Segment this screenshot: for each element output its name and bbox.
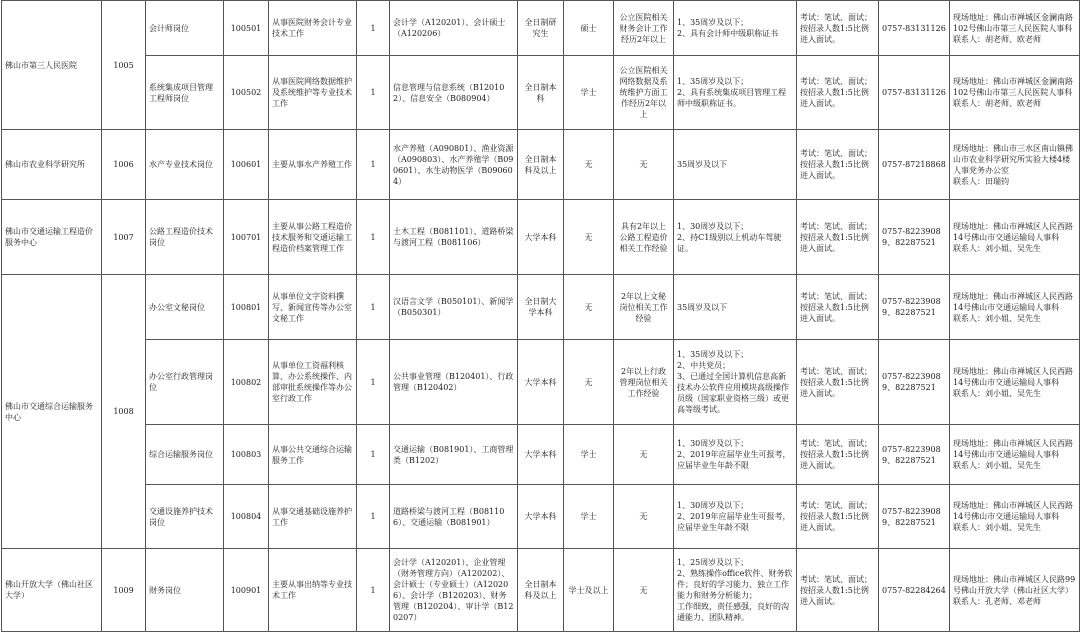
position-name-cell: [146, 275, 224, 340]
count-value: 1: [370, 450, 376, 459]
unit-name-cell: [2, 200, 102, 275]
experience-text: 无: [639, 512, 648, 521]
count-value: 1: [370, 512, 376, 521]
address-text: 现场地址：佛山市禅城区人民西路14号佛山市交通运输局人事科 联系人：刘小姐、吴先生: [953, 439, 1073, 470]
major-text: 信息管理与信息系统（B120102）、信息安全（B080904）: [393, 82, 505, 103]
position-name-cell: [146, 200, 224, 275]
degree-cell: [564, 340, 614, 425]
other-requirements-text: 35周岁及以下: [677, 302, 728, 312]
other-requirements-text: 1、35周岁及以下； 2、具有会计师中级职称证书: [677, 18, 779, 38]
phone-cell: [879, 340, 950, 425]
phone-text: 0757-82239089、82287521: [882, 444, 941, 465]
other-requirements-text: 1、30周岁及以下； 2、持C1级别以上机动车驾驶证。: [677, 221, 782, 253]
position-code: 100601: [230, 160, 262, 169]
exam-method-cell: [797, 549, 879, 632]
unit-name-cell: [2, 1, 102, 130]
education-text: 全日制研究生: [524, 18, 557, 38]
other-requirements-cell: [674, 275, 797, 340]
other-requirements-text: 1、30周岁及以下； 2、2019年应届毕业生可报考，应届毕业生年龄不限: [677, 501, 791, 532]
count-cell: [357, 340, 390, 425]
major-cell: [390, 200, 518, 275]
degree-cell: [564, 200, 614, 275]
address-cell: [950, 340, 1080, 425]
education-cell: [518, 200, 564, 275]
count-cell: [357, 1, 390, 56]
major-text: 会计学（A120201）、会计硕士（A120206）: [393, 18, 506, 38]
position-name: 水产专业技术岗位: [149, 160, 213, 169]
position-code-cell: [224, 549, 269, 632]
other-requirements-cell: [674, 425, 797, 485]
other-requirements-cell: [674, 340, 797, 425]
exam-method-cell: [797, 425, 879, 485]
position-code: 100803: [230, 450, 262, 459]
unit-code-cell: [102, 549, 146, 632]
major-cell: [390, 130, 518, 200]
exam-method-cell: [797, 1, 879, 56]
exam-method-cell: [797, 275, 879, 340]
address-text: 现场地址：佛山市三水区南山镇佛山市农业科学研究所实验大楼4楼人事党务办公室 联系人：田瑞钧: [953, 143, 1073, 186]
position-code: 100901: [230, 585, 262, 595]
education-cell: [518, 340, 564, 425]
degree-cell: [564, 1, 614, 56]
degree-cell: [564, 56, 614, 130]
education-text: 大学本科: [524, 377, 557, 387]
position-code-cell: [224, 56, 269, 130]
duty-cell: [269, 275, 357, 340]
position-name: 会计师岗位: [149, 23, 189, 33]
unit-code: 1006: [113, 160, 134, 169]
count-cell: [357, 425, 390, 485]
experience-cell: [614, 340, 674, 425]
experience-text: 具有2年以上公路工程造价相关工作经验: [619, 221, 668, 253]
position-name-cell: [146, 425, 224, 485]
duty-cell: [269, 425, 357, 485]
experience-cell: [614, 425, 674, 485]
address-text: 现场地址：佛山市禅城区人民西路14号佛山市交通运输局人事科 联系人：刘小姐、吴先生: [953, 501, 1073, 532]
unit-code: 1008: [113, 407, 134, 416]
count-cell: [357, 200, 390, 275]
education-cell: [518, 485, 564, 549]
count-value: 1: [370, 302, 376, 312]
other-requirements-text: 1、30周岁及以下； 2、2019年应届毕业生可报考，应届毕业生年龄不限: [677, 439, 791, 470]
education-cell: [518, 130, 564, 200]
education-text: 大学本科: [524, 512, 557, 521]
major-cell: [390, 1, 518, 56]
position-code-cell: [224, 200, 269, 275]
position-name-cell: [146, 549, 224, 632]
exam-method-text: 考试：笔试、面试；按招录人数1:5比例进入面试。: [800, 574, 872, 606]
phone-cell: [879, 130, 950, 200]
education-cell: [518, 549, 564, 632]
count-value: 1: [370, 88, 376, 97]
duty-cell: [269, 200, 357, 275]
degree-text: 学士: [580, 88, 597, 97]
address-cell: [950, 275, 1080, 340]
exam-method-cell: [797, 340, 879, 425]
address-text: 现场地址：佛山市禅城区人民西路14号佛山市交通运输局人事科 联系人：刘小姐、吴先生: [953, 291, 1073, 323]
experience-cell: [614, 549, 674, 632]
phone-cell: [879, 549, 950, 632]
count-value: 1: [370, 377, 376, 387]
experience-text: 2年以上行政管理岗位相关工作经验: [619, 366, 668, 398]
address-cell: [950, 200, 1080, 275]
duty-cell: [269, 340, 357, 425]
phone-cell: [879, 1, 950, 56]
degree-text: 无: [584, 160, 593, 169]
exam-method-text: 考试：笔试、面试；按招录人数1:5比例进入面试。: [800, 501, 872, 532]
phone-text: 0757-82239089、82287521: [882, 297, 941, 317]
count-value: 1: [370, 232, 376, 242]
duty-cell: [269, 549, 357, 632]
exam-method-cell: [797, 56, 879, 130]
exam-method-text: 考试：笔试、面试；按招录人数1:5比例进入面试。: [800, 149, 872, 180]
degree-cell: [564, 485, 614, 549]
position-code: 100501: [230, 23, 262, 33]
unit-code: 1009: [113, 585, 134, 595]
position-name-cell: [146, 1, 224, 56]
major-cell: [390, 340, 518, 425]
major-text: 会计学（A120201）、企业管理（财务管理方向）（A120202）、会计硕士（专业硕士）（A120206）、会计学（B120203）、财务管理（B120204）、审计学（B120207）: [393, 558, 514, 622]
degree-text: 无: [584, 232, 593, 242]
address-text: 现场地址：佛山市禅城区金澜南路102号佛山市第三人民医院人事科 联系人：胡老师、欧老师: [953, 77, 1073, 108]
address-cell: [950, 549, 1080, 632]
unit-name: 佛山市第三人民医院: [5, 60, 77, 70]
degree-text: 硕士: [580, 23, 597, 33]
other-requirements-cell: [674, 485, 797, 549]
count-value: 1: [370, 585, 376, 595]
phone-text: 0757-87218868: [882, 160, 946, 169]
degree-text: 学士及以上: [568, 585, 609, 595]
phone-cell: [879, 200, 950, 275]
address-cell: [950, 1, 1080, 56]
unit-name: 佛山市农业科学研究所: [5, 160, 85, 169]
address-cell: [950, 130, 1080, 200]
major-text: 交通运输（B081901）、工商管理类（B1202）: [393, 444, 514, 465]
unit-name-cell: [2, 130, 102, 200]
other-requirements-text: 1、25周岁及以下； 2、熟练操作office软件、财务软件；良好的学习能力、独立工作能力和财务分析能力； 工作细致，责任感强，良好的沟通能力、团队精神。: [677, 558, 793, 622]
education-cell: [518, 1, 564, 56]
other-requirements-cell: [674, 56, 797, 130]
major-cell: [390, 485, 518, 549]
other-requirements-cell: [674, 549, 797, 632]
position-code-cell: [224, 425, 269, 485]
unit-code-cell: [102, 130, 146, 200]
major-text: 公共事业管理（B120401）、行政管理（B120402）: [393, 372, 514, 392]
count-cell: [357, 56, 390, 130]
major-cell: [390, 56, 518, 130]
major-cell: [390, 549, 518, 632]
experience-cell: [614, 275, 674, 340]
exam-method-text: 考试：笔试、面试；按招录人数1:5比例进入面试。: [800, 291, 872, 323]
table-row: [2, 549, 1080, 632]
position-name: 办公室文秘岗位: [149, 302, 205, 312]
phone-cell: [879, 485, 950, 549]
position-code: 100701: [230, 232, 262, 242]
major-text: 水产养殖（A090801）、渔业资源（A090803）、水产养殖学（B090601）、水生动物医学（B090604）: [393, 143, 514, 186]
position-code-cell: [224, 340, 269, 425]
address-cell: [950, 425, 1080, 485]
unit-name: 佛山开放大学（佛山社区大学）: [5, 580, 93, 600]
position-code-cell: [224, 1, 269, 56]
phone-text: 0757-83131126: [882, 23, 946, 33]
experience-cell: [614, 485, 674, 549]
phone-text: 0757-82284264: [882, 585, 946, 595]
position-name-cell: [146, 485, 224, 549]
address-text: 现场地址：佛山市禅城区人民西路14号佛山市交通运输局人事科 联系人：刘小姐、吴先生: [953, 221, 1073, 253]
exam-method-cell: [797, 130, 879, 200]
position-code: 100502: [230, 88, 262, 97]
table-row: [2, 425, 1080, 485]
position-code: 100801: [230, 302, 262, 312]
unit-name: 佛山市交通综合运输服务中心: [5, 401, 93, 422]
position-code-cell: [224, 485, 269, 549]
unit-name: 佛山市交通运输工程造价服务中心: [5, 227, 93, 247]
unit-code-cell: [102, 1, 146, 130]
position-name: 综合运输服务岗位: [149, 450, 213, 459]
table-row: [2, 485, 1080, 549]
duty-text: 从事单位文字资料撰写、新闻宣传等办公室文秘工作: [272, 291, 352, 323]
position-code-cell: [224, 275, 269, 340]
table-row: [2, 56, 1080, 130]
count-cell: [357, 549, 390, 632]
degree-text: 无: [584, 302, 593, 312]
position-name: 公路工程造价技术岗位: [149, 227, 213, 247]
unit-code: 1007: [113, 232, 134, 242]
duty-cell: [269, 130, 357, 200]
count-cell: [357, 485, 390, 549]
experience-cell: [614, 1, 674, 56]
other-requirements-text: 35周岁及以下: [677, 160, 728, 169]
major-cell: [390, 275, 518, 340]
other-requirements-text: 1、35周岁及以下； 2、具有系统集成项目管理工程师中级职称证书。: [677, 77, 787, 108]
count-cell: [357, 275, 390, 340]
position-name-cell: [146, 56, 224, 130]
position-name: 财务岗位: [149, 585, 181, 595]
phone-cell: [879, 56, 950, 130]
experience-text: 2年以上文秘岗位相关工作经验: [619, 291, 668, 323]
unit-code-cell: [102, 200, 146, 275]
table-row: [2, 200, 1080, 275]
experience-cell: [614, 200, 674, 275]
unit-code-cell: [102, 275, 146, 549]
position-code-cell: [224, 130, 269, 200]
education-cell: [518, 275, 564, 340]
education-text: 大学本科: [524, 450, 557, 459]
degree-cell: [564, 130, 614, 200]
education-cell: [518, 56, 564, 130]
experience-text: 无: [639, 450, 648, 459]
degree-text: 无: [584, 377, 593, 387]
phone-text: 0757-82239089、82287521: [882, 227, 941, 247]
duty-text: 从事医院网络数据维护及系统维护等专业技术工作: [272, 77, 352, 108]
position-name: 交通设施养护技术岗位: [149, 506, 213, 527]
experience-text: 无: [639, 160, 648, 169]
degree-cell: [564, 425, 614, 485]
education-text: 全日制本科及以上: [524, 154, 557, 175]
degree-text: 学士: [580, 512, 597, 521]
phone-text: 0757-82239089、82287521: [882, 372, 941, 392]
table-row: [2, 130, 1080, 200]
degree-cell: [564, 275, 614, 340]
duty-text: 主要从事出纳等专业技术工作: [272, 580, 352, 600]
other-requirements-cell: [674, 1, 797, 56]
unit-name-cell: [2, 275, 102, 549]
phone-text: 0757-83131126: [882, 88, 946, 97]
experience-text: 公立医院相关财务会计工作经历2年以上: [619, 12, 668, 44]
major-text: 汉语言文学（B050101）、新闻学（B050301）: [393, 297, 514, 317]
exam-method-text: 考试：笔试、面试；按招录人数1:5比例进入面试。: [800, 12, 872, 44]
major-cell: [390, 425, 518, 485]
education-text: 大学本科: [524, 232, 557, 242]
duty-cell: [269, 56, 357, 130]
count-value: 1: [370, 23, 376, 33]
exam-method-text: 考试：笔试、面试；按招录人数1:5比例进入面试。: [800, 366, 872, 398]
exam-method-text: 考试：笔试、面试；按招录人数1:5比例进入面试。: [800, 439, 872, 470]
exam-method-text: 考试：笔试、面试；按招录人数1:5比例进入面试。: [800, 77, 872, 108]
degree-text: 学士: [580, 450, 597, 459]
experience-cell: [614, 130, 674, 200]
unit-code: 1005: [113, 60, 134, 70]
exam-method-cell: [797, 200, 879, 275]
experience-text: 无: [639, 585, 648, 595]
position-name: 系统集成项目管理工程师岗位: [149, 82, 213, 103]
duty-text: 从事公共交通综合运输服务工作: [272, 444, 352, 465]
address-text: 现场地址：佛山市禅城区人民西路14号佛山市交通运输局人事科 联系人：刘小姐、吴先生: [953, 366, 1073, 398]
phone-cell: [879, 275, 950, 340]
position-name-cell: [146, 340, 224, 425]
phone-cell: [879, 425, 950, 485]
recruitment-table: [1, 0, 1080, 632]
other-requirements-cell: [674, 130, 797, 200]
exam-method-text: 考试：笔试、面试；按招录人数1:5比例进入面试。: [800, 221, 872, 253]
address-text: 现场地址：佛山市禅城区人民路99号佛山开放大学（佛山社区大学） 联系人：孔老师、邓老师: [953, 574, 1076, 606]
duty-cell: [269, 485, 357, 549]
degree-cell: [564, 549, 614, 632]
duty-text: 从事交通基础设施养护工作: [272, 506, 352, 527]
experience-cell: [614, 56, 674, 130]
address-text: 现场地址：佛山市禅城区金澜南路102号佛山市第三人民医院人事科 联系人：胡老师、欧老师: [953, 12, 1073, 44]
duty-text: 主要从事水产养殖工作: [272, 160, 352, 169]
other-requirements-text: 1、35周岁及以下； 2、中共党员； 3、已通过全国计算机信息高新技术办公软件应用模块高级操作员级（国家职业资格三级）或更高等级考试。: [677, 350, 789, 414]
unit-name-cell: [2, 549, 102, 632]
exam-method-cell: [797, 485, 879, 549]
table-row: [2, 340, 1080, 425]
duty-text: 从事单位工资福利核算、办公系统操作、内部审批系统操作等办公室行政工作: [272, 361, 352, 403]
position-name-cell: [146, 130, 224, 200]
duty-text: 主要从事公路工程造价技术服务和交通运输工程造价档案管理工作: [272, 221, 352, 253]
other-requirements-cell: [674, 200, 797, 275]
education-text: 全日制本科: [524, 82, 557, 103]
address-cell: [950, 485, 1080, 549]
count-cell: [357, 130, 390, 200]
position-code: 100802: [230, 377, 262, 387]
position-name: 办公室行政管理岗位: [149, 372, 213, 392]
major-text: 道路桥梁与渡河工程（B081106）、交通运输（B081901）: [393, 506, 505, 527]
experience-text: 公立医院相关网络数据及系统维护方面工作经历2年以上: [619, 66, 668, 119]
table-row: [2, 275, 1080, 340]
duty-text: 从事医院财务会计专业技术工作: [272, 18, 352, 38]
duty-cell: [269, 1, 357, 56]
education-cell: [518, 425, 564, 485]
address-cell: [950, 56, 1080, 130]
education-text: 全日制大学本科: [524, 297, 557, 317]
major-text: 土木工程（B081101）、道路桥梁与渡河工程（B081106）: [393, 227, 514, 247]
table-row: [2, 1, 1080, 56]
position-code: 100804: [230, 512, 262, 521]
phone-text: 0757-82239089、82287521: [882, 506, 941, 527]
education-text: 全日制本科及以上: [524, 580, 557, 600]
count-value: 1: [370, 160, 376, 169]
